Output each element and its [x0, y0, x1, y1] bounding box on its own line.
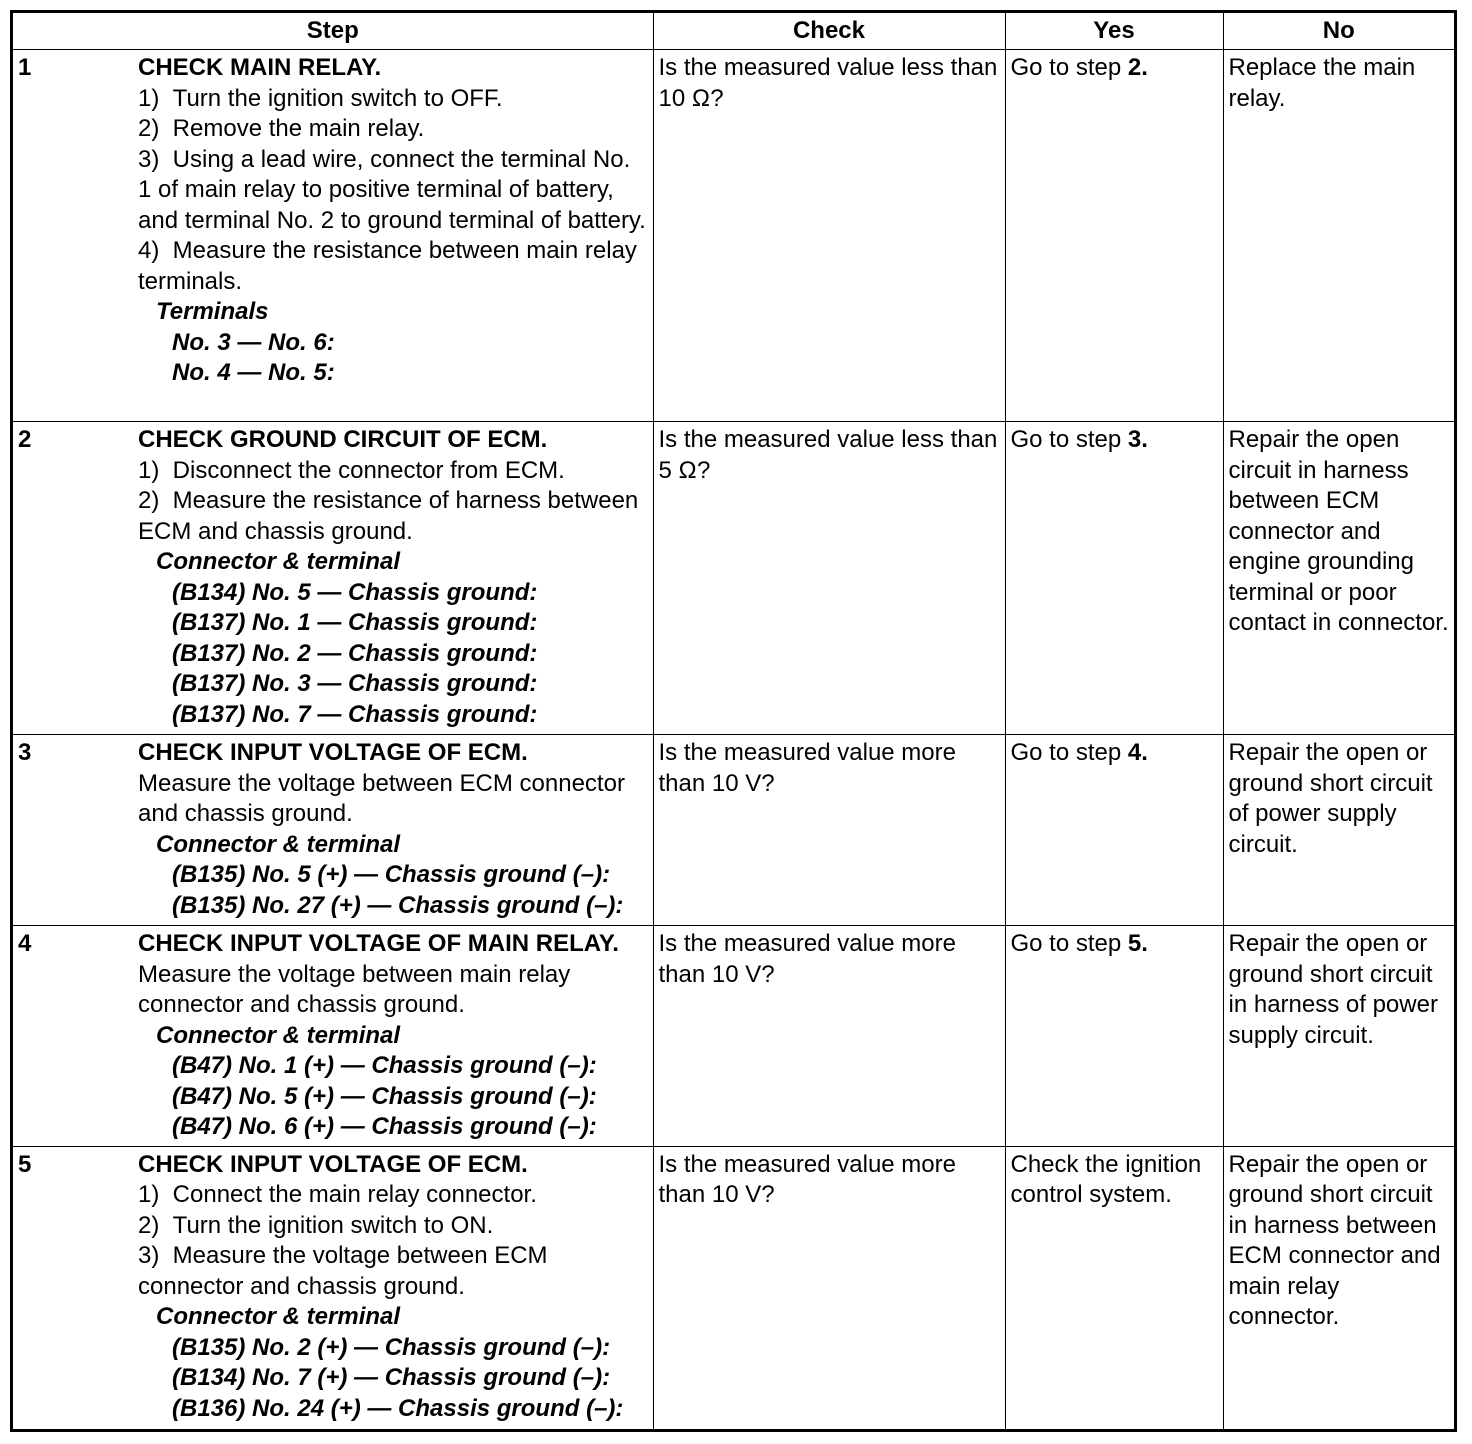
step-instruction: 2) Measure the resistance of harness between ECM and chassis ground.	[138, 487, 639, 545]
spec-item: (B137) No. 3 — Chassis ground:	[172, 670, 538, 698]
step-cell	[13, 1146, 653, 1429]
yes-cell	[1005, 50, 1223, 422]
check-text: Is the measured value more than 10 V?	[658, 739, 956, 797]
step-cell	[13, 422, 653, 735]
table-body	[13, 50, 1454, 1430]
step-instruction: 4) Measure the resistance between main relay terminals.	[138, 237, 637, 295]
check-text: Is the measured value less than 10 Ω?	[658, 54, 998, 112]
header-yes: Yes	[1005, 13, 1223, 50]
step-body	[138, 1147, 653, 1425]
step-number: 1	[18, 54, 32, 81]
spec-heading: Connector & terminal	[156, 1303, 401, 1331]
step-title: CHECK INPUT VOLTAGE OF ECM.	[138, 739, 528, 767]
spec-item: (B47) No. 6 (+) — Chassis ground (–):	[172, 1113, 597, 1141]
no-text: Repair the open or ground short circuit in harness of power supply circuit.	[1228, 930, 1438, 1049]
no-cell	[1223, 926, 1454, 1146]
yes-text: Go to step	[1010, 739, 1128, 767]
step-instruction: 2) Turn the ignition switch to ON.	[138, 1211, 494, 1239]
spec-item: No. 4 — No. 5:	[172, 359, 335, 386]
yes-cell	[1005, 926, 1223, 1146]
spec-item: (B136) No. 24 (+) — Chassis ground (–):	[172, 1394, 624, 1422]
spec-item: (B47) No. 5 (+) — Chassis ground (–):	[172, 1082, 597, 1110]
spec-item: (B134) No. 7 (+) — Chassis ground (–):	[172, 1364, 611, 1392]
header-step: Step	[13, 13, 653, 50]
table-row	[13, 422, 1454, 735]
diagnostic-procedure-table	[10, 10, 1457, 1432]
yes-step-ref: 4.	[1127, 739, 1148, 767]
step-title: CHECK INPUT VOLTAGE OF MAIN RELAY.	[138, 930, 619, 958]
table-row	[13, 735, 1454, 926]
check-cell	[653, 50, 1005, 422]
spec-item: No. 3 — No. 6:	[172, 328, 335, 356]
procedure-table	[13, 13, 1454, 1429]
table-row	[13, 1146, 1454, 1429]
spec-heading: Connector & terminal	[156, 1021, 401, 1049]
step-number: 3	[18, 739, 32, 767]
step-number: 4	[18, 930, 32, 958]
check-text: Is the measured value more than 10 V?	[658, 930, 956, 988]
step-body	[138, 50, 653, 389]
check-text: Is the measured value less than 5 Ω?	[658, 426, 998, 484]
yes-cell	[1005, 1146, 1223, 1429]
step-cell	[13, 50, 653, 422]
spec-item: (B135) No. 5 (+) — Chassis ground (–):	[172, 861, 611, 889]
no-cell	[1223, 50, 1454, 422]
spec-item: (B47) No. 1 (+) — Chassis ground (–):	[172, 1052, 597, 1080]
yes-cell	[1005, 422, 1223, 735]
step-body	[138, 926, 653, 1143]
yes-cell	[1005, 735, 1223, 926]
yes-text: Go to step	[1010, 426, 1128, 454]
no-text: Replace the main relay.	[1228, 54, 1416, 112]
step-instruction: 1) Connect the main relay connector.	[138, 1181, 537, 1209]
spec-item: (B137) No. 2 — Chassis ground:	[172, 639, 538, 667]
table-row	[13, 926, 1454, 1146]
check-cell	[653, 926, 1005, 1146]
yes-step-ref: 2.	[1127, 54, 1148, 81]
check-cell	[653, 1146, 1005, 1429]
no-text: Repair the open or ground short circuit of power supply circuit.	[1228, 739, 1433, 858]
header-row	[13, 13, 1454, 50]
step-body	[138, 735, 653, 921]
step-instruction: 3) Measure the voltage between ECM connector and chassis ground.	[138, 1242, 548, 1300]
step-instruction: Measure the voltage between main relay connector and chassis ground.	[138, 960, 571, 1019]
step-instruction: 3) Using a lead wire, connect the terminal No. 1 of main relay to positive terminal of battery, and terminal No. 2 to ground terminal of battery.	[138, 145, 646, 234]
spec-heading: Connector & terminal	[156, 548, 401, 576]
no-text: Repair the open circuit in harness between ECM connector and engine grounding terminal or poor contact in connector.	[1228, 426, 1449, 637]
spec-heading: Connector & terminal	[156, 830, 401, 858]
yes-step-ref: 5.	[1127, 930, 1148, 958]
no-text: Repair the open or ground short circuit in harness between ECM connector and main relay connector.	[1228, 1150, 1441, 1331]
step-instruction: 1) Turn the ignition switch to OFF.	[138, 84, 503, 112]
header-no: No	[1223, 13, 1454, 50]
spec-heading: Terminals	[156, 298, 269, 325]
step-cell	[13, 926, 653, 1146]
spec-item: (B134) No. 5 — Chassis ground:	[172, 578, 538, 606]
spec-item: (B137) No. 7 — Chassis ground:	[172, 700, 538, 728]
check-cell	[653, 422, 1005, 735]
step-number: 2	[18, 426, 32, 454]
header-check: Check	[653, 13, 1005, 50]
yes-text: Go to step	[1010, 930, 1128, 958]
step-number: 5	[18, 1150, 32, 1178]
no-cell	[1223, 735, 1454, 926]
spec-item: (B135) No. 2 (+) — Chassis ground (–):	[172, 1333, 611, 1361]
yes-step-ref: 3.	[1127, 426, 1148, 454]
step-title: CHECK GROUND CIRCUIT OF ECM.	[138, 426, 548, 454]
check-text: Is the measured value more than 10 V?	[658, 1150, 956, 1209]
no-cell	[1223, 422, 1454, 735]
check-cell	[653, 735, 1005, 926]
spec-item: (B137) No. 1 — Chassis ground:	[172, 609, 538, 637]
table-row	[13, 50, 1454, 422]
step-body	[138, 422, 653, 730]
step-title: CHECK MAIN RELAY.	[138, 54, 382, 81]
spec-item: (B135) No. 27 (+) — Chassis ground (–):	[172, 891, 624, 919]
step-instruction: 1) Disconnect the connector from ECM.	[138, 456, 565, 484]
yes-text: Check the ignition control system.	[1010, 1150, 1202, 1209]
yes-text: Go to step	[1010, 54, 1128, 81]
step-instruction: 2) Remove the main relay.	[138, 115, 425, 142]
step-instruction: Measure the voltage between ECM connector and chassis ground.	[138, 769, 625, 828]
no-cell	[1223, 1146, 1454, 1429]
step-cell	[13, 735, 653, 926]
step-title: CHECK INPUT VOLTAGE OF ECM.	[138, 1150, 528, 1178]
